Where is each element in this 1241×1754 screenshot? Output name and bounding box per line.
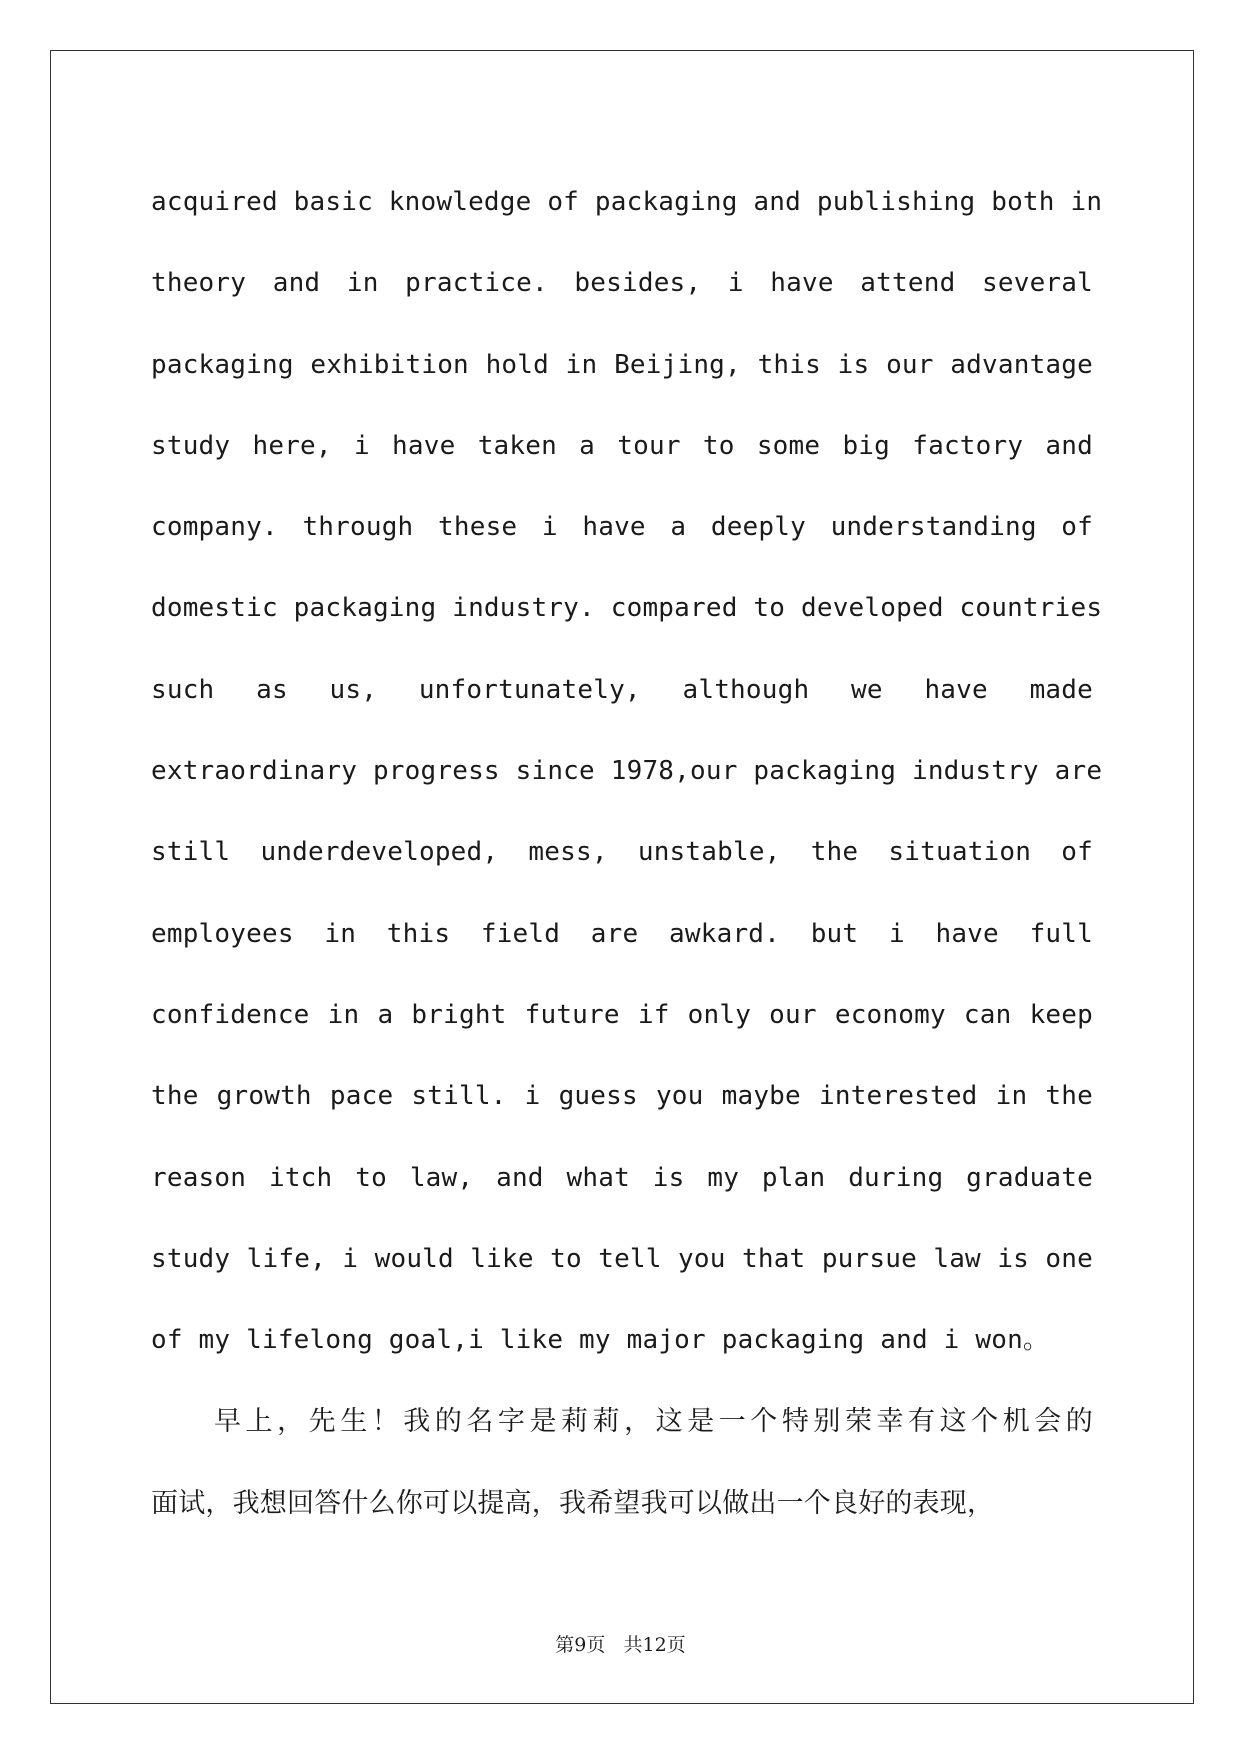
- body-line: the growth pace still. i guess you maybe interested in the: [151, 1081, 1093, 1112]
- body-line: study here, i have taken a tour to some big factory and: [151, 430, 1093, 461]
- body-line: study life, i would like to tell you that pursue law is one: [151, 1243, 1093, 1274]
- page-number: 第9页: [555, 1634, 606, 1656]
- body-line: packaging exhibition hold in Beijing, this is our advantage: [151, 349, 1093, 380]
- body-line: domestic packaging industry. compared to developed countries: [151, 593, 1103, 624]
- body-line: theory and in practice. besides, i have attend several: [151, 268, 1093, 299]
- body-line: acquired basic knowledge of packaging and publishing both in: [151, 187, 1103, 217]
- chinese-paragraph-line: 面试，我想回答什么你可以提高，我希望我可以做出一个良好的表现，: [151, 1487, 995, 1519]
- body-line: of my lifelong goal,i like my major packaging and i won。: [151, 1325, 1050, 1356]
- body-line: such as us, unfortunately, although we have made: [151, 674, 1093, 705]
- chinese-paragraph-line: 早上，先生！我的名字是莉莉，这是一个特别荣幸有这个机会的: [214, 1406, 1093, 1438]
- body-line: company. through these i have a deeply understanding of: [151, 512, 1093, 543]
- body-line: extraordinary progress since 1978,our packaging industry are: [151, 756, 1103, 787]
- body-line: employees in this field are awkard. but i have full: [151, 918, 1093, 949]
- body-line: still underdeveloped, mess, unstable, the situation of: [151, 837, 1093, 868]
- document-body: [151, 162, 1103, 1544]
- body-line: reason itch to law, and what is my plan during graduate: [151, 1162, 1093, 1193]
- page-footer: [0, 1630, 1241, 1657]
- body-line: confidence in a bright future if only our economy can keep: [151, 999, 1093, 1030]
- page-total: 共12页: [623, 1634, 686, 1656]
